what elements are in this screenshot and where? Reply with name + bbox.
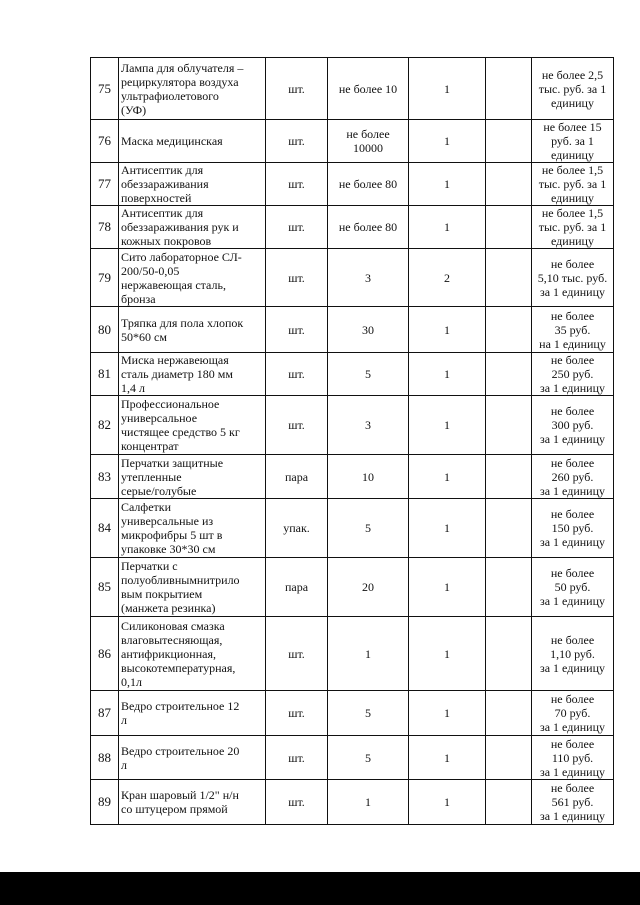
item-name: Сито лабораторное СЛ- 200/50-0,05 нержавеющая сталь, бронза [119,249,266,307]
priority: 1 [409,206,486,249]
priority: 1 [409,396,486,455]
empty-cell [486,691,532,736]
quantity: 30 [328,307,409,353]
item-name: Миска нержавеющая сталь диаметр 180 мм 1,4 л [119,353,266,396]
priority: 1 [409,163,486,206]
row-number: 76 [91,120,119,163]
unit: шт. [266,691,328,736]
unit: шт. [266,396,328,455]
row-number: 81 [91,353,119,396]
unit: шт. [266,307,328,353]
item-name: Маска медицинская [119,120,266,163]
table-row [91,163,614,206]
item-name: Салфетки универсальные из микрофибры 5 шт в упаковке 30*30 см [119,499,266,558]
empty-cell [486,353,532,396]
quantity: 5 [328,691,409,736]
row-number: 77 [91,163,119,206]
priority: 1 [409,120,486,163]
max-price: не более 110 руб. за 1 единицу [532,736,614,780]
quantity: 5 [328,353,409,396]
priority: 1 [409,691,486,736]
unit: шт. [266,120,328,163]
item-name: Перчатки с полуобливнымнитрило вым покрытием (манжета резинка) [119,558,266,617]
item-name: Перчатки защитные утепленные серые/голубые [119,455,266,499]
table-row [91,120,614,163]
table-row [91,455,614,499]
max-price: не более 2,5 тыс. руб. за 1 единицу [532,58,614,120]
quantity: 3 [328,249,409,307]
table-row [91,249,614,307]
quantity: 10 [328,455,409,499]
row-number: 89 [91,780,119,825]
table-row [91,206,614,249]
priority: 1 [409,617,486,691]
quantity: не более 80 [328,206,409,249]
max-price: не более 250 руб. за 1 единицу [532,353,614,396]
empty-cell [486,249,532,307]
priority: 1 [409,736,486,780]
quantity: 1 [328,780,409,825]
max-price: не более 150 руб. за 1 единицу [532,499,614,558]
table-row [91,558,614,617]
empty-cell [486,58,532,120]
table-row [91,617,614,691]
scan-bottom-edge [0,872,640,905]
item-name: Ведро строительное 20 л [119,736,266,780]
item-name: Профессиональное универсальное чистящее средство 5 кг концентрат [119,396,266,455]
item-name: Кран шаровый 1/2" н/н со штуцером прямой [119,780,266,825]
max-price: не более 1,10 руб. за 1 единицу [532,617,614,691]
procurement-table [90,57,614,825]
row-number: 88 [91,736,119,780]
quantity: не более 10000 [328,120,409,163]
priority: 1 [409,780,486,825]
max-price: не более 1,5 тыс. руб. за 1 единицу [532,163,614,206]
max-price: не более 260 руб. за 1 единицу [532,455,614,499]
row-number: 87 [91,691,119,736]
table-row [91,499,614,558]
unit: шт. [266,736,328,780]
row-number: 75 [91,58,119,120]
row-number: 85 [91,558,119,617]
empty-cell [486,206,532,249]
row-number: 79 [91,249,119,307]
empty-cell [486,307,532,353]
unit: шт. [266,249,328,307]
quantity: 5 [328,499,409,558]
table-row [91,353,614,396]
quantity: 5 [328,736,409,780]
unit: шт. [266,163,328,206]
table-row [91,396,614,455]
quantity: не более 80 [328,163,409,206]
unit: шт. [266,617,328,691]
empty-cell [486,396,532,455]
max-price: не более 15 руб. за 1 единицу [532,120,614,163]
max-price: не более 300 руб. за 1 единицу [532,396,614,455]
empty-cell [486,120,532,163]
quantity: 20 [328,558,409,617]
max-price: не более 5,10 тыс. руб. за 1 единицу [532,249,614,307]
priority: 1 [409,58,486,120]
item-name: Ведро строительное 12 л [119,691,266,736]
empty-cell [486,780,532,825]
item-name: Силиконовая смазка влаговытесняющая, антифрикционная, высокотемпературная, 0,1л [119,617,266,691]
row-number: 78 [91,206,119,249]
row-number: 82 [91,396,119,455]
empty-cell [486,163,532,206]
item-name: Тряпка для пола хлопок 50*60 см [119,307,266,353]
unit: шт. [266,780,328,825]
table-row [91,780,614,825]
row-number: 86 [91,617,119,691]
max-price: не более 35 руб. на 1 единицу [532,307,614,353]
empty-cell [486,558,532,617]
empty-cell [486,499,532,558]
table-row [91,58,614,120]
unit: шт. [266,58,328,120]
unit: упак. [266,499,328,558]
unit: шт. [266,206,328,249]
quantity: 3 [328,396,409,455]
quantity: не более 10 [328,58,409,120]
unit: шт. [266,353,328,396]
item-name: Антисептик для обеззараживания поверхностей [119,163,266,206]
max-price: не более 70 руб. за 1 единицу [532,691,614,736]
row-number: 84 [91,499,119,558]
item-name: Антисептик для обеззараживания рук и кожных покровов [119,206,266,249]
priority: 1 [409,558,486,617]
priority: 1 [409,307,486,353]
row-number: 83 [91,455,119,499]
priority: 1 [409,455,486,499]
table-row [91,691,614,736]
priority: 1 [409,353,486,396]
empty-cell [486,617,532,691]
row-number: 80 [91,307,119,353]
table-body [91,58,614,825]
empty-cell [486,736,532,780]
max-price: не более 561 руб. за 1 единицу [532,780,614,825]
table-row [91,307,614,353]
quantity: 1 [328,617,409,691]
unit: пара [266,455,328,499]
priority: 1 [409,499,486,558]
max-price: не более 50 руб. за 1 единицу [532,558,614,617]
priority: 2 [409,249,486,307]
max-price: не более 1,5 тыс. руб. за 1 единицу [532,206,614,249]
table-row [91,736,614,780]
empty-cell [486,455,532,499]
unit: пара [266,558,328,617]
item-name: Лампа для облучателя – рециркулятора воздуха ультрафиолетового (УФ) [119,58,266,120]
